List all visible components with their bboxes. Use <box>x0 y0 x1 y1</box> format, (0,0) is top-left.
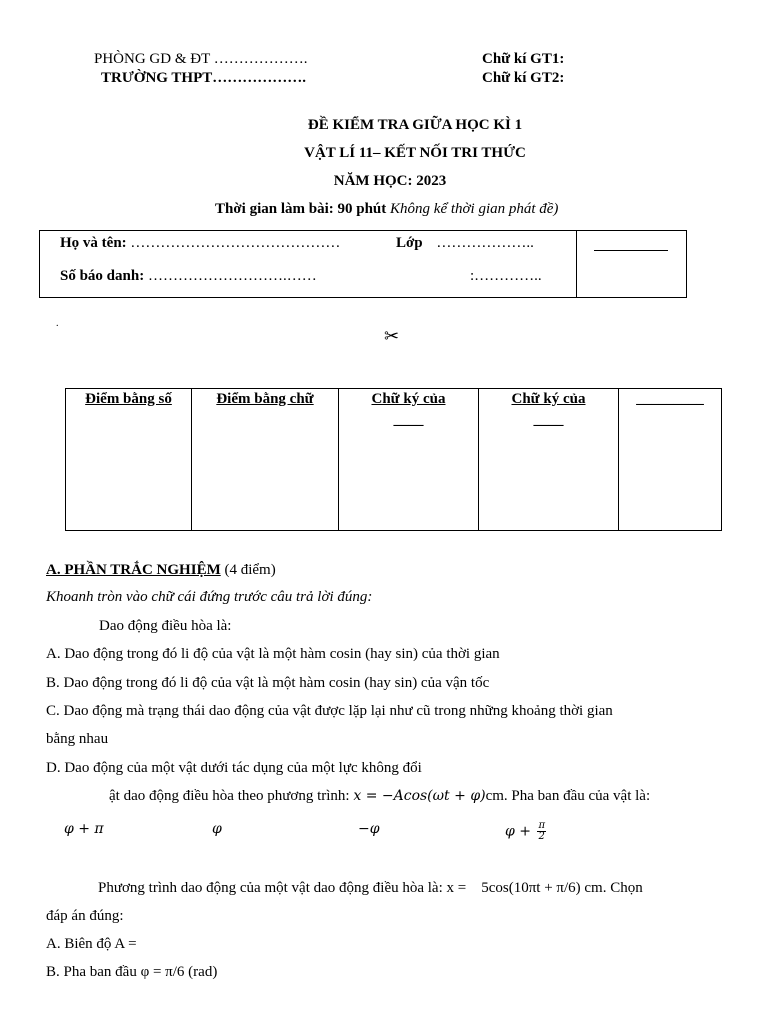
code-cell <box>619 389 722 531</box>
q2-stem-pre: ật dao động điều hòa theo phương trình: <box>109 788 354 804</box>
q1-option-b[interactable]: B. Dao động trong đó li độ của vật là một hàm cosin (hay sin) của vận tốc <box>46 675 490 691</box>
section-a-heading <box>46 562 276 579</box>
q1-option-d[interactable]: D. Dao động của một vật dưới tác dụng của một lực không đổi <box>46 760 422 776</box>
signature1-header: Chữ ký của <box>371 391 446 407</box>
signature1-line: ____ <box>393 412 424 428</box>
q2-option-c[interactable]: −φ <box>358 821 380 837</box>
class-label: Lớp <box>396 235 423 251</box>
q2-option-d[interactable] <box>505 821 546 842</box>
duration-label: Thời gian làm bài: 90 phút <box>215 201 387 217</box>
candidate-number-field[interactable] <box>60 268 317 285</box>
q3-stem-cont: đáp án đúng: <box>46 908 124 924</box>
score-number-header: Điểm bằng số <box>85 391 172 407</box>
q1-stem: Dao động điều hòa là: <box>99 618 232 634</box>
score-words-header: Điểm bằng chữ <box>216 391 314 407</box>
q2-equation: x = −Acos(ωt + φ) <box>353 788 486 804</box>
exam-title: ĐỀ KIỂM TRA GIỮA HỌC KÌ 1 <box>307 117 523 133</box>
school-line: TRƯỜNG THPT………………. <box>101 70 307 86</box>
candidate-number-dots: ……………………….…… <box>147 268 317 284</box>
section-a-instruction: Khoanh tròn vào chữ cái đứng trước câu trả lời đúng: <box>46 589 373 605</box>
q1-option-c[interactable]: C. Dao động mà trạng thái dao động của vật được lặp lại như cũ trong những khoảng thời gian <box>46 703 613 719</box>
q2-fraction-num: π <box>538 820 546 831</box>
q3-option-b[interactable]: B. Pha ban đầu φ = π/6 (rad) <box>46 964 218 980</box>
extra-dots: :………….. <box>470 268 542 284</box>
supervisor1-signature-label: Chữ kí GT1: <box>482 51 565 67</box>
section-a-title: A. PHẦN TRẮC NGHIỆM <box>46 562 221 578</box>
q2-option-a[interactable]: φ + π <box>64 821 104 837</box>
q2-stem <box>109 788 650 805</box>
class-field[interactable] <box>396 235 534 252</box>
scissors-icon: ✂ <box>384 326 400 346</box>
class-dots: ……………….. <box>436 235 534 251</box>
code-header: _________ <box>636 391 704 407</box>
code-line <box>594 250 668 251</box>
exam-subject: VẬT LÍ 11– KẾT NỐI TRI THỨC <box>304 145 526 161</box>
q3-option-a[interactable]: A. Biên độ A = <box>46 936 137 952</box>
box-divider <box>576 231 577 297</box>
school-year: NĂM HỌC: 2023 <box>333 173 447 189</box>
q2-option-d-pre: φ + <box>505 823 531 840</box>
q3-stem: Phương trình dao động của một vật dao động điều hòa là: x = 5cos(10πt + π/6) cm. Chọn <box>98 880 643 896</box>
q2-fraction <box>537 821 546 842</box>
dept-line: PHÒNG GD & ĐT ………………. <box>94 51 308 67</box>
q2-option-b[interactable]: φ <box>212 821 222 837</box>
score-table <box>65 388 722 531</box>
signature2-cell <box>479 389 619 531</box>
q2-stem-post: cm. Pha ban đầu của vật là: <box>485 788 651 804</box>
name-label: Họ và tên: <box>60 235 127 251</box>
score-words-cell <box>192 389 339 531</box>
name-dots: …………………………………… <box>130 235 341 251</box>
name-field[interactable] <box>60 235 340 252</box>
stray-dot: . <box>56 318 59 329</box>
exam-duration <box>215 201 558 218</box>
candidate-number-label: Số báo danh: <box>60 268 145 284</box>
section-a-points: (4 điểm) <box>220 562 276 578</box>
q1-option-c-cont: bằng nhau <box>46 731 109 747</box>
duration-note: Không kể thời gian phát đề) <box>390 201 559 217</box>
q2-fraction-den: 2 <box>538 831 545 842</box>
signature2-line: ____ <box>533 412 564 428</box>
q1-option-a[interactable]: A. Dao động trong đó li độ của vật là một hàm cosin (hay sin) của thời gian <box>46 646 500 662</box>
signature2-header: Chữ ký của <box>511 391 586 407</box>
supervisor2-signature-label: Chữ kí GT2: <box>482 70 565 86</box>
signature1-cell <box>339 389 479 531</box>
score-number-cell <box>66 389 192 531</box>
